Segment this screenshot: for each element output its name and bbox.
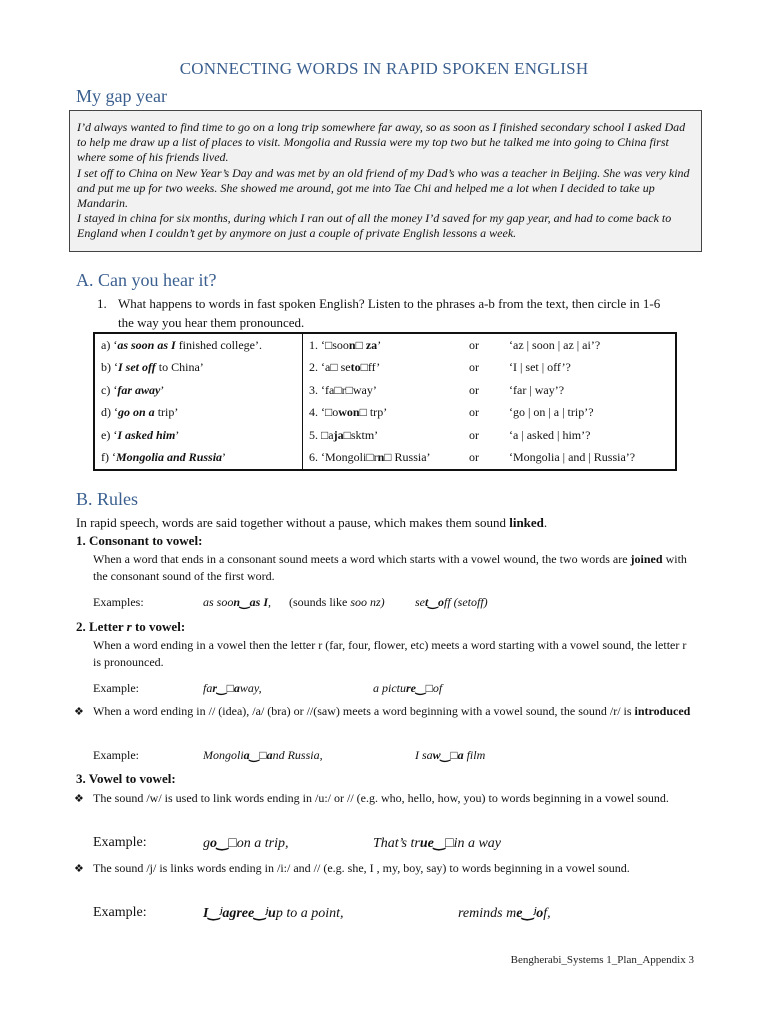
example-3: Mongolia‿□and Russia, — [203, 748, 323, 762]
phrase-cell: f) ‘Mongolia and Russia’ — [94, 447, 303, 471]
bullet-icon: ❖ — [74, 706, 84, 718]
table-row — [94, 402, 676, 425]
phrase-cell: d) ‘go on a trip’ — [94, 402, 303, 425]
rule-2-heading: 2. Letter r to vowel: — [76, 619, 186, 634]
rule-1-text-post: with the consonant sound of the first word. — [93, 552, 687, 583]
rules-intro-bold: linked — [509, 515, 544, 530]
rule-1-text-pre: When a word that ends in a consonant sound meets a word which starts with a vowel wound, the two words are — [93, 552, 631, 566]
example-2: That’s true‿□in a way — [373, 836, 502, 851]
question-number: 1. — [97, 296, 107, 311]
section-b-heading: B. Rules — [76, 489, 139, 509]
pronunciation-cell: 6. ‘Mongoli□rn□ Russia’ or ‘Mongolia | and | Russia’? — [309, 450, 636, 465]
example-4: I saw‿□a film — [415, 748, 486, 762]
example-label: Example: — [93, 681, 139, 695]
example-label: Examples: — [93, 595, 144, 609]
story-box — [69, 110, 702, 252]
rule-3-bullet-1: The sound /w/ is used to link words ending in /u:/ or // (e.g. who, hello, how, you) to words beginning in a vowel sound. — [93, 791, 669, 805]
rules-intro-end: . — [543, 515, 548, 530]
page-title: CONNECTING WORDS IN RAPID SPOKEN ENGLISH — [179, 59, 589, 78]
example-1: go‿□on a trip, — [203, 836, 289, 851]
pronunciation-cell: 3. ‘fa□r□way’ or ‘far | way’? — [309, 382, 565, 397]
story-paragraph: I stayed in china for six months, during which I ran out of all the money I’d saved for my gap year, and had to come back to England when I couldn’t get by anymore on just a couple of private English lessons a week. — [77, 211, 672, 241]
example-4: reminds me‿ʲof, — [458, 906, 551, 921]
rules-intro — [76, 514, 547, 531]
story-paragraph: I’d always wanted to find time to go on a long trip somewhere far away, so as soon as I finished secondary school I asked Dad to help me draw up a list of places to visit. Mongolia and Russia were my top two but he talked me into going to China first where some of his friends lived. — [77, 120, 686, 165]
example-label: Example: — [93, 835, 147, 850]
rule-1-examples — [93, 595, 693, 613]
phrase-cell: e) ‘I asked him’ — [94, 424, 303, 447]
pronunciation-cell: 5. □aja□sktm’ or ‘a | asked | him’? — [309, 427, 591, 442]
example-1: far‿□away, — [203, 681, 262, 695]
rule-1-text-bold: joined — [630, 552, 663, 566]
example-3: set‿off (setoff) — [415, 595, 488, 609]
pronunciation-cell: 2. ‘a□ seto□ff’ or ‘I | set | off’? — [309, 360, 571, 375]
rule-1-heading: 1. Consonant to vowel: — [76, 533, 203, 548]
table-row — [94, 379, 676, 402]
table-row — [94, 333, 676, 357]
subtitle: My gap year — [76, 86, 167, 106]
rules-intro-text: In rapid speech, words are said together without a pause, which makes them sound — [76, 515, 510, 530]
pronunciation-cell: 1. ‘□soon□ za’ or ‘az | soon | az | ai’? — [309, 337, 601, 352]
question-text: What happens to words in fast spoken English? Listen to the phrases a-b from the text, then circle in 1-6 the way you hear them pronounced. — [118, 296, 661, 330]
pronunciation-cell: 4. ‘□owon□ trp’ or ‘go | on | a | trip’? — [309, 405, 594, 420]
rule-2-bullet: When a word ending in // (idea), /a/ (bra) or //(saw) meets a word beginning with a vowel sound, the sound /r/ is introduced — [93, 704, 691, 718]
phrase-cell: a) ‘as soon as I finished college’. — [94, 333, 303, 357]
example-label: Example: — [93, 905, 147, 920]
footer: Bengherabi_Systems 1_Plan_Appendix 3 — [510, 954, 694, 966]
example-2: a picture‿□of — [373, 681, 443, 695]
phrases-table — [93, 332, 677, 471]
rule-3-examples-a — [93, 835, 693, 853]
bullet-icon: ❖ — [74, 863, 84, 875]
bullet-icon: ❖ — [74, 793, 84, 805]
rule-3-heading: 3. Vowel to vowel: — [76, 771, 176, 786]
phrase-cell: c) ‘far away’ — [94, 379, 303, 402]
rule-1-text — [93, 551, 693, 585]
example-3: I‿ʲagree‿ʲup to a point, — [203, 906, 344, 921]
table-row — [94, 357, 676, 380]
rule-2-examples-b — [93, 748, 693, 766]
phrase-cell: b) ‘I set off to China’ — [94, 357, 303, 380]
example-1: as soon‿as I, — [203, 595, 272, 609]
example-label: Example: — [93, 748, 139, 762]
table-row — [94, 447, 676, 471]
rule-2-examples — [93, 681, 693, 699]
rule-3-examples-b — [93, 905, 693, 923]
example-2: (sounds like soo nz) — [289, 595, 385, 609]
table-row — [94, 424, 676, 447]
section-a-heading: A. Can you hear it? — [76, 270, 217, 290]
rule-2-text: When a word ending in a vowel then the letter r (far, four, flower, etc) meets a word starting with a vowel sound, the letter r is pronounced. — [93, 638, 687, 669]
story-paragraph: I set off to China on New Year’s Day and was met by an old friend of my Dad’s who was a teacher in Beijing. She was very kind and put me up for two weeks. She showed me around, got me into Tae Chi and helped me a lot when I decided to take up Mandarin. — [77, 165, 690, 211]
rule-3-bullet-2: The sound /j/ is links words ending in /i:/ and // (e.g. she, I , my, boy, say) to words beginning in a vowel sound. — [93, 861, 630, 875]
